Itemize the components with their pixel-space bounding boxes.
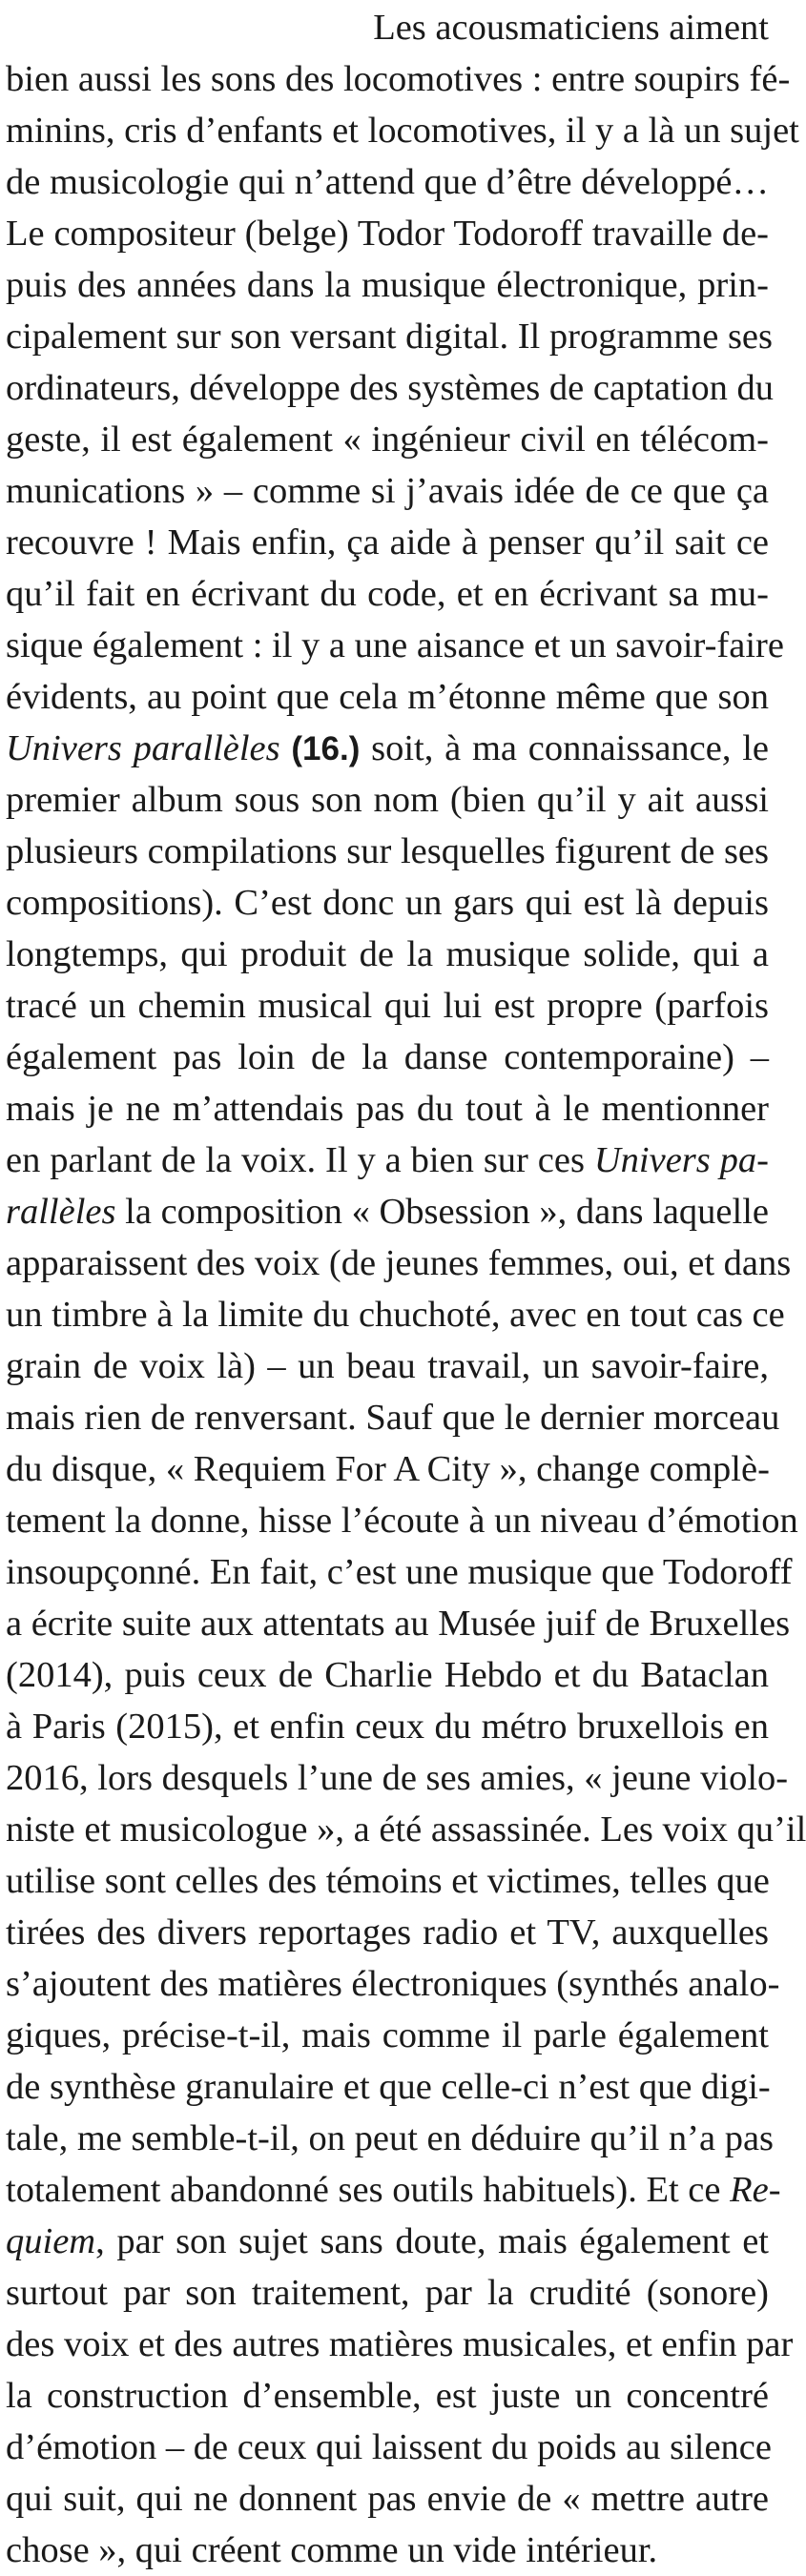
text-segment: cipalement sur son versant digital. Il programme ses	[6, 317, 774, 357]
text-segment: tirées des divers reportages radio et TV, auxquelles	[6, 1912, 769, 1952]
text-segment: d’émotion – de ceux qui laissent du poids au silence	[6, 2427, 772, 2467]
text-line	[6, 2216, 769, 2267]
text-line	[6, 877, 769, 929]
text-segment: de synthèse granulaire et que celle-ci n’est que digi-	[6, 2067, 771, 2107]
text-segment: compositions). C’est donc un gars qui est là depuis	[6, 883, 769, 923]
italic-title: quiem	[6, 2221, 96, 2261]
text-segment: totalement abandonné ses outils habituels). Et ce	[6, 2170, 731, 2210]
text-segment: premier album sous son nom (bien qu’il y ait aussi	[6, 780, 769, 820]
italic-title: Univers parallèles	[6, 728, 280, 768]
text-segment: tracé un chemin musical qui lui est propre (parfois	[6, 986, 769, 1026]
text-line	[6, 1032, 769, 1083]
text-line	[6, 1804, 806, 1855]
text-segment: la construction d’ensemble, est juste un concentré	[6, 2376, 769, 2416]
text-segment: geste, il est également « ingénieur civil en télécom-	[6, 419, 769, 460]
text-line	[6, 1495, 798, 1546]
text-line	[6, 1237, 792, 1289]
text-line	[6, 2164, 781, 2216]
text-segment	[280, 728, 292, 768]
text-segment: mais je ne m’attendais pas du tout à le mentionner	[6, 1089, 769, 1129]
text-segment: grain de voix là) – un beau travail, un savoir-faire,	[6, 1346, 769, 1386]
text-line	[6, 259, 769, 311]
text-segment: minins, cris d’enfants et locomotives, il y a là un sujet	[6, 111, 799, 151]
text-segment: évidents, au point que cela m’étonne même que son	[6, 677, 769, 717]
text-line	[6, 1289, 785, 1340]
text-line	[6, 2267, 769, 2319]
text-segment: , par son sujet sans doute, mais également et	[95, 2221, 769, 2261]
text-line	[6, 1752, 789, 1804]
text-segment: en parlant de la voix. Il y a bien sur ces	[6, 1140, 594, 1180]
text-segment: niste et musicologue », a été assassinée. Les voix qu’il	[6, 1809, 806, 1850]
text-segment: 2016, lors desquels l’une de ses amies, « jeune violo-	[6, 1758, 789, 1798]
text-segment: chose », qui créent comme un vide intérieur.	[6, 2530, 658, 2570]
text-line	[6, 2010, 769, 2061]
text-line	[6, 2113, 775, 2164]
text-segment: Le compositeur (belge) Todor Todoroff travaille de-	[6, 214, 769, 254]
text-segment: apparaissent des voix (de jeunes femmes, oui, et dans	[6, 1243, 792, 1283]
text-line	[6, 2525, 769, 2576]
text-line	[6, 208, 769, 259]
text-line	[6, 1546, 793, 1598]
text-segment: puis des années dans la musique électronique, prin-	[6, 265, 769, 305]
text-segment: soit, à ma connaissance, le	[360, 728, 770, 768]
text-segment: la composition « Obsession », dans laquelle	[115, 1192, 769, 1232]
text-line	[6, 1135, 769, 1186]
text-line	[6, 826, 769, 877]
text-segment: sique également : il y a une aisance et un savoir-faire	[6, 625, 784, 665]
text-line	[6, 1701, 769, 1752]
text-segment: a écrite suite aux attentats au Musée juif de Bruxelles	[6, 1604, 791, 1644]
text-segment: qu’il fait en écrivant du code, et en écrivant sa mu-	[6, 574, 769, 614]
italic-title: Univers pa-	[593, 1140, 769, 1180]
text-segment: recouvre ! Mais enfin, ça aide à penser qu’il sait ce	[6, 522, 769, 562]
text-segment: tement la donne, hisse l’écoute à un niveau d’émotion	[6, 1501, 798, 1541]
text-line	[6, 2422, 772, 2473]
text-line	[6, 1855, 769, 1907]
text-line	[6, 362, 775, 414]
reference-number: (16.)	[291, 730, 361, 767]
text-segment: utilise sont celles des témoins et victimes, telles que	[6, 1861, 770, 1901]
italic-title: Re-	[730, 2170, 781, 2210]
text-segment: Les acousmaticiens aiment	[373, 8, 769, 48]
text-segment: de musicologie qui n’attend que d’être développé…	[6, 162, 769, 202]
text-line	[6, 568, 769, 620]
article-body	[6, 2, 806, 2576]
text-line	[6, 774, 769, 826]
text-segment: également pas loin de la danse contemporaine) –	[6, 1037, 769, 1077]
text-segment: (2014), puis ceux de Charlie Hebdo et du Bataclan	[6, 1655, 769, 1695]
text-line	[6, 465, 769, 517]
text-segment: du disque, « Requiem For A City », change complè-	[6, 1449, 770, 1489]
text-segment: munications » – comme si j’avais idée de ce que ça	[6, 471, 769, 511]
text-line	[6, 414, 769, 465]
text-segment: un timbre à la limite du chuchoté, avec en tout cas ce	[6, 1295, 785, 1335]
text-segment: bien aussi les sons des locomotives : entre soupirs fé-	[6, 59, 791, 99]
text-line	[6, 53, 791, 105]
text-line	[6, 1443, 769, 1495]
text-line	[6, 1083, 769, 1135]
text-line	[6, 929, 769, 980]
text-segment: longtemps, qui produit de la musique solide, qui a	[6, 934, 769, 974]
text-line	[6, 156, 769, 208]
text-segment: giques, précise-t-il, mais comme il parle également	[6, 2015, 769, 2055]
text-line	[6, 517, 769, 568]
text-segment: des voix et des autres matières musicales, et enfin par	[6, 2324, 794, 2364]
text-line	[6, 980, 769, 1032]
text-segment: qui suit, qui ne donnent pas envie de « mettre autre	[6, 2479, 769, 2519]
text-segment: ordinateurs, développe des systèmes de captation du	[6, 368, 775, 408]
text-line	[6, 1392, 780, 1443]
text-line	[6, 620, 784, 671]
text-line	[6, 723, 769, 774]
text-line	[6, 2319, 794, 2370]
text-line	[6, 1907, 769, 1958]
text-line	[6, 1649, 769, 1701]
text-segment: s’ajoutent des matières électroniques (synthés analo-	[6, 1964, 780, 2004]
text-line	[6, 1958, 780, 2010]
text-line	[6, 311, 774, 362]
text-segment: à Paris (2015), et enfin ceux du métro bruxellois en	[6, 1707, 769, 1747]
text-segment: tale, me semble-t-il, on peut en déduire qu’il n’a pas	[6, 2118, 775, 2158]
text-segment: mais rien de renversant. Sauf que le dernier morceau	[6, 1398, 780, 1438]
text-line	[6, 2370, 769, 2422]
text-line	[6, 105, 799, 156]
text-segment: plusieurs compilations sur lesquelles figurent de ses	[6, 831, 769, 871]
text-segment: insoupçonné. En fait, c’est une musique que Todoroff	[6, 1552, 793, 1592]
italic-title: rallèles	[6, 1192, 116, 1232]
text-line	[6, 2, 769, 53]
text-line	[6, 1598, 791, 1649]
text-line	[6, 2061, 769, 2113]
text-line	[6, 1186, 769, 1237]
text-segment: surtout par son traitement, par la crudité (sonore)	[6, 2273, 769, 2313]
text-line	[6, 671, 769, 723]
text-line	[6, 1340, 769, 1392]
text-line	[6, 2473, 769, 2525]
